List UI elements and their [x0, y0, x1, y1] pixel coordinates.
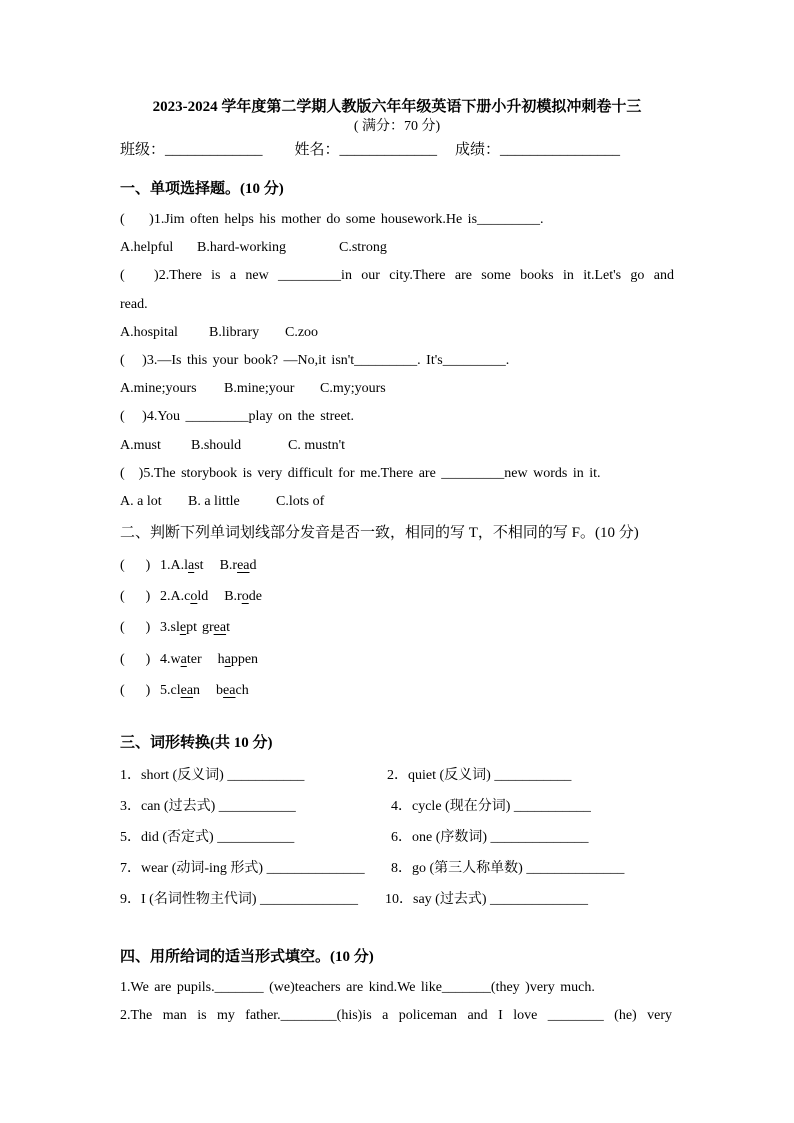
word-form-row [120, 853, 674, 884]
answer-paren: ( ) [120, 352, 147, 368]
word-form-row [120, 760, 674, 791]
option-a: A.must [120, 437, 161, 453]
word-a-underlined: a [188, 558, 195, 573]
options-2 [120, 319, 674, 347]
option-c: C.strong [339, 240, 387, 256]
option-a: A.helpful [120, 240, 174, 256]
option-c: C.my;yours [320, 381, 386, 397]
question-4 [120, 403, 674, 431]
question-5 [120, 460, 674, 488]
word-form-item-3: 3．can (过去式) ___________ [120, 799, 296, 814]
option-b: B.should [191, 437, 242, 453]
word-form-item-9: 9．I (名词性物主代词) ______________ [120, 892, 358, 907]
question-text: 1.Jim often helps his mother do some housework.He is_________. [153, 212, 544, 227]
pronunciation-item-5 [120, 675, 674, 706]
answer-paren: ( ) [120, 620, 151, 636]
option-a: A. a lot [120, 493, 162, 509]
word-b-pre: gr [201, 620, 214, 636]
pronunciation-item-2 [120, 581, 674, 612]
word-b-underlined: a [224, 651, 231, 667]
word-a-post: ter [186, 651, 202, 667]
section2-items [120, 550, 674, 706]
option-b: B.mine;your [224, 381, 295, 397]
item-number: 5. [160, 682, 171, 698]
option-b: B. a little [188, 493, 240, 509]
item-number: 2. [160, 589, 171, 605]
question-1 [120, 206, 674, 234]
word-b-pre: B.r [219, 558, 238, 573]
word-form-row [120, 822, 674, 853]
word-form-item-8: 8．go (第三人称单数) ______________ [391, 861, 625, 876]
option-a: A.mine;yours [120, 381, 197, 397]
answer-paren: ( ) [120, 589, 151, 605]
answer-paren: ( ) [120, 212, 154, 227]
word-a-pre: w [170, 651, 181, 667]
question-2-continued: read. [120, 296, 148, 312]
item-number: 1. [160, 558, 171, 573]
word-a-post: n [193, 682, 201, 698]
section3-items [120, 760, 674, 915]
word-form-item-7: 7．wear (动词-ing 形式) ______________ [120, 861, 365, 876]
section4-heading: 四、用所给词的适当形式填空。(10 分) [120, 949, 374, 965]
word-b-underlined: ea [223, 682, 236, 698]
option-c: C. mustn't [288, 437, 345, 453]
section2-heading: 二、判断下列单词划线部分发音是否一致，相同的写 T，不相同的写 F。(10 分) [120, 525, 639, 541]
word-b-post: t [226, 620, 230, 636]
answer-paren: ( ) [120, 558, 151, 573]
options-3 [120, 375, 674, 403]
question-2 [120, 262, 674, 290]
fill-blank-line-2: 2.The man is my father.________(his)is a policeman and I love ________ (he) very [120, 1007, 672, 1023]
question-3 [120, 347, 674, 375]
options-1 [120, 234, 674, 262]
score-label: 成绩： [455, 142, 501, 158]
score-blank: ________________ [500, 142, 621, 158]
word-a-underlined: o [190, 589, 198, 605]
word-b-post: ch [235, 682, 249, 698]
page-title: 2023-2024 学年度第二学期人教版六年年级英语下册小升初模拟冲刺卷十三 [152, 99, 642, 115]
class-blank: _____________ [165, 142, 263, 158]
word-b-post: de [248, 589, 262, 605]
options-4 [120, 432, 674, 460]
options-5 [120, 488, 674, 516]
word-form-item-2: 2．quiet (反义词) ___________ [387, 768, 572, 783]
option-b: B.hard-working [197, 240, 287, 256]
item-number: 4. [160, 651, 171, 667]
name-label: 姓名： [294, 142, 340, 158]
option-c: C.zoo [285, 324, 319, 340]
word-form-item-6: 6．one (序数词) ______________ [391, 830, 589, 845]
section4-lines [120, 974, 674, 1029]
student-info-line [120, 140, 620, 160]
answer-paren: ( ) [120, 409, 147, 425]
option-a: A.hospital [120, 324, 178, 340]
name-blank: _____________ [339, 142, 438, 158]
word-b-pre: B.r [224, 589, 242, 605]
word-a-underlined: e [179, 620, 187, 636]
pronunciation-item-1 [120, 550, 674, 581]
word-b-post: ppen [230, 651, 259, 667]
question-text: 4.You _________play on the street. [146, 409, 355, 425]
word-a-post: ld [197, 589, 209, 605]
word-form-item-10: 10．say (过去式) ______________ [385, 892, 588, 907]
word-a-pre: A.c [170, 589, 191, 605]
question-text: 3.—Is this your book? —No,it isn't_________. It's_________. [146, 352, 510, 368]
word-b-pre: b [216, 682, 224, 698]
pronunciation-item-4 [120, 644, 674, 675]
section3-heading: 三、词形转换(共 10 分) [120, 735, 273, 751]
word-a-post: st [194, 558, 204, 573]
section1-questions [120, 206, 674, 516]
full-score-note: ( 满分：70 分) [353, 119, 441, 134]
word-b-post: d [249, 558, 257, 573]
word-a-pre: A.l [170, 558, 188, 573]
word-a-pre: sl [170, 620, 180, 636]
answer-paren: ( ) [120, 465, 144, 481]
word-a-underlined: ea [180, 682, 194, 698]
word-b-underlined: ea [237, 558, 250, 573]
word-form-row [120, 791, 674, 822]
answer-paren: ( ) [120, 268, 159, 284]
word-b-underlined: o [241, 589, 249, 605]
word-form-row [120, 884, 674, 915]
word-form-item-1: 1．short (反义词) ___________ [120, 768, 305, 783]
question-text: 2.There is a new _________in our city.There are some books in it.Let's go and [158, 268, 674, 284]
item-number: 3. [160, 620, 171, 636]
word-form-item-5: 5．did (否定式) ___________ [120, 830, 295, 845]
word-form-item-4: 4．cycle (现在分词) ___________ [391, 799, 591, 814]
pronunciation-item-3 [120, 612, 674, 643]
option-c: C.lots of [276, 493, 325, 509]
section1-heading: 一、单项选择题。(10 分) [120, 181, 284, 197]
answer-paren: ( ) [120, 682, 151, 698]
word-b-pre: h [217, 651, 225, 667]
class-label: 班级： [120, 142, 166, 158]
answer-paren: ( ) [120, 651, 151, 667]
question-text: 5.The storybook is very difficult for me.There are _________new words in it. [143, 465, 601, 481]
word-a-underlined: a [180, 651, 187, 667]
word-b-underlined: ea [213, 620, 227, 636]
fill-blank-line-1: 1.We are pupils._______ (we)teachers are kind.We like_______(they )very much. [120, 980, 595, 995]
word-a-pre: cl [170, 682, 181, 698]
option-b: B.library [209, 324, 260, 340]
word-a-post: pt [186, 620, 197, 636]
